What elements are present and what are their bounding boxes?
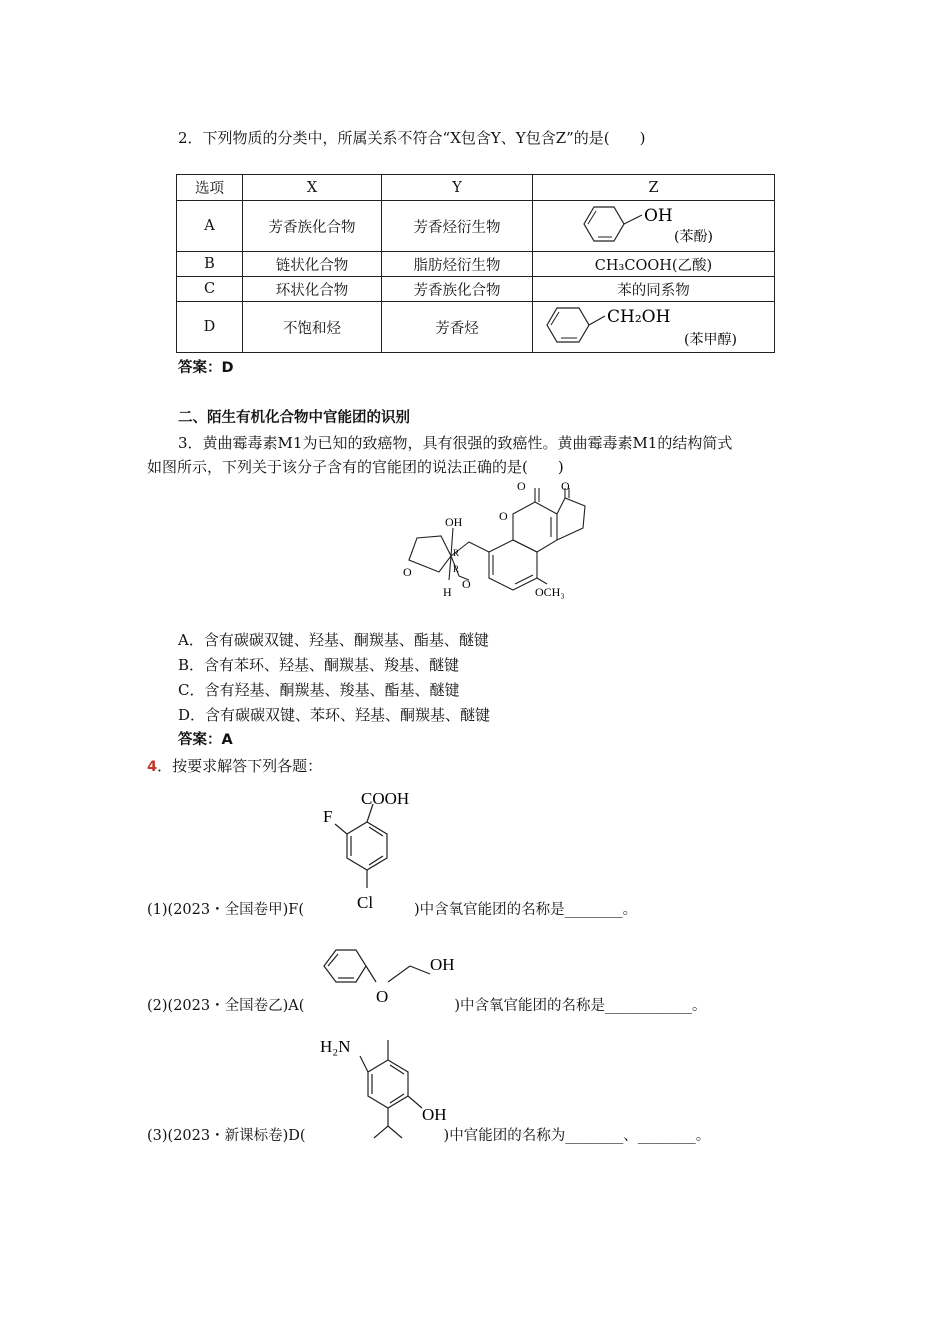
- q4-part3: [147, 1126, 710, 1146]
- header-x: X: [243, 175, 382, 201]
- part1-suffix: )中含氧官能团的名称是________。: [413, 902, 638, 918]
- row-option: B: [177, 252, 243, 277]
- phenol-structure: [574, 201, 734, 247]
- phenol-oh-label: OH: [643, 206, 673, 226]
- row-option: C: [177, 277, 243, 302]
- part3-nh2-label: H₂N: [320, 1037, 351, 1056]
- q2-question: 2．下列物质的分类中，所属关系不符合“X包含Y、Y包含Z”的是( ): [178, 129, 646, 147]
- q3-option-c: C．含有羟基、酮羰基、羧基、酯基、醚键: [178, 681, 460, 699]
- q3-option-b: B．含有苯环、羟基、酮羰基、羧基、醚键: [178, 656, 460, 674]
- q3-question-line1: 3．黄曲霉毒素M1为已知的致癌物，具有很强的致癌性。黄曲霉毒素M1的结构简式: [178, 434, 733, 452]
- aflatoxin-m1-structure: [395, 480, 590, 605]
- row-option: D: [177, 302, 243, 353]
- row-y: 芳香烃衍生物: [382, 201, 533, 252]
- part1-cooh-label: COOH: [361, 789, 410, 808]
- q4-number: 4: [147, 759, 158, 775]
- m1-furan-o-label: O: [462, 577, 471, 591]
- m1-r1-label: R: [453, 548, 460, 558]
- table-row: [177, 201, 775, 252]
- table-row: [177, 277, 775, 302]
- part2-o-label: O: [376, 987, 389, 1006]
- classification-table: [176, 174, 775, 353]
- part2-suffix: )中含氧官能团的名称是____________。: [454, 998, 707, 1014]
- row-y: 芳香烃: [382, 302, 533, 353]
- part1-structure: [315, 784, 435, 914]
- part2-prefix: (2)(2023・全国卷乙)A(: [147, 998, 305, 1014]
- m1-carbonyl-o2-label: O: [561, 480, 570, 493]
- m1-r2-label: R: [453, 564, 460, 574]
- row-option: A: [177, 201, 243, 252]
- q3-answer: 答案：A: [178, 732, 233, 748]
- part2-oh-label: OH: [430, 955, 455, 974]
- header-option: 选项: [177, 175, 243, 201]
- q3-question-line2: 如图所示，下列关于该分子含有的官能团的说法正确的是( ): [147, 458, 564, 476]
- q2-answer: 答案：D: [178, 360, 234, 376]
- row-z: 苯的同系物: [533, 277, 775, 302]
- m1-och3-label: OCH₃: [535, 585, 565, 599]
- q4-part1: [147, 900, 637, 920]
- row-x: 环状化合物: [243, 277, 382, 302]
- part3-suffix: )中官能团的名称为________、________。: [443, 1128, 711, 1144]
- benzyl-alcohol-structure: [539, 302, 769, 348]
- m1-h-label: H: [443, 585, 452, 599]
- table-row: [177, 252, 775, 277]
- part1-cl-label: Cl: [357, 893, 374, 912]
- part3-oh-label: OH: [422, 1105, 447, 1124]
- phenol-name: (苯酚): [673, 229, 713, 245]
- q4-intro-text: ．按要求解答下列各题：: [157, 757, 323, 775]
- row-z: CH₃COOH(乙酸): [533, 252, 775, 277]
- benzyl-alcohol-name: (苯甲醇): [683, 332, 737, 348]
- q3-option-d: D．含有碳碳双键、苯环、羟基、酮羰基、醚键: [178, 706, 491, 724]
- part1-f-label: F: [323, 807, 333, 826]
- section-heading: 二、陌生有机化合物中官能团的识别: [178, 410, 410, 426]
- q4-intro: [147, 756, 322, 777]
- row-z-benzyl-alcohol: [533, 302, 775, 353]
- m1-oh-label: OH: [445, 515, 463, 529]
- benzyl-ch2oh-label: CH₂OH: [606, 307, 670, 327]
- row-y: 芳香族化合物: [382, 277, 533, 302]
- row-x: 不饱和烃: [243, 302, 382, 353]
- part3-prefix: (3)(2023・新课标卷)D(: [147, 1128, 306, 1144]
- m1-lactone-o-label: O: [499, 509, 508, 523]
- table-row: [177, 302, 775, 353]
- table-header-row: [177, 175, 775, 201]
- row-z-phenol: [533, 201, 775, 252]
- row-y: 脂肪烃衍生物: [382, 252, 533, 277]
- q3-option-a: A．含有碳碳双键、羟基、酮羰基、酯基、醚键: [178, 631, 489, 649]
- q4-part2: [147, 996, 707, 1016]
- part1-prefix: (1)(2023・全国卷甲)F(: [147, 902, 304, 918]
- m1-ring-o-label: O: [403, 565, 412, 579]
- row-x: 链状化合物: [243, 252, 382, 277]
- header-y: Y: [382, 175, 533, 201]
- m1-carbonyl-o1-label: O: [517, 480, 526, 493]
- header-z: Z: [533, 175, 775, 201]
- row-x: 芳香族化合物: [243, 201, 382, 252]
